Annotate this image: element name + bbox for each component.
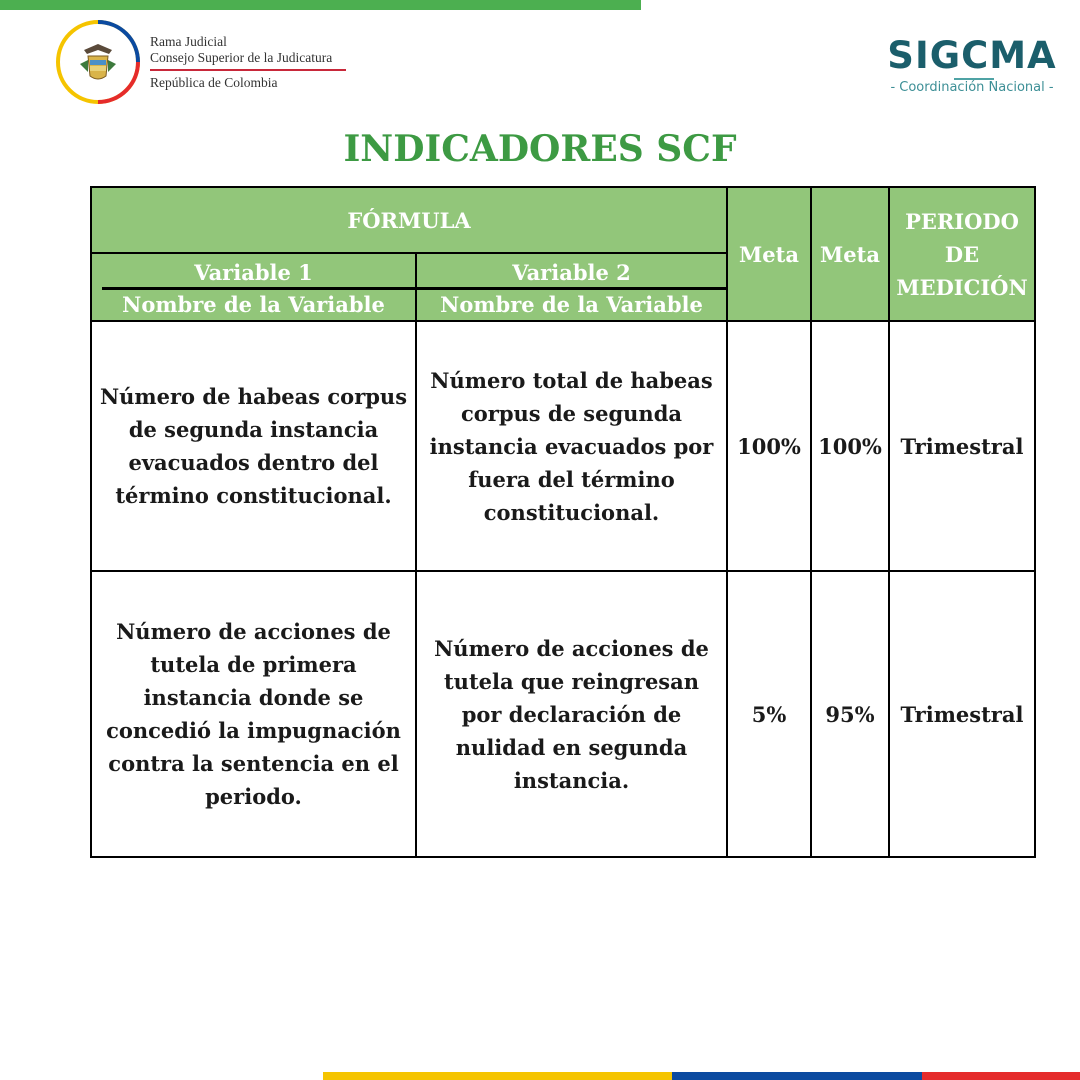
institution-divider xyxy=(150,69,346,71)
table-row xyxy=(91,321,1035,571)
row2-meta1: 5% xyxy=(727,571,811,857)
meta-header-1: Meta xyxy=(727,187,811,321)
period-header: PERIODO DE MEDICIÓN xyxy=(889,187,1035,321)
meta-header-2: Meta xyxy=(811,187,889,321)
variable2-header xyxy=(416,253,727,321)
indicators-table xyxy=(90,186,1036,858)
institution-line-3: República de Colombia xyxy=(150,74,278,90)
institution-text xyxy=(150,34,346,91)
row2-variable1: Número de acciones de tutela de primera instancia donde se concedió la impugnación contra la sentencia en el periodo. xyxy=(91,571,416,857)
table-row xyxy=(91,571,1035,857)
row1-meta2: 100% xyxy=(811,321,889,571)
colombia-seal-icon xyxy=(56,20,140,104)
sigcma-logo xyxy=(882,34,1062,95)
row2-variable2: Número de acciones de tutela que reingresan por declaración de nulidad en segunda instancia. xyxy=(416,571,727,857)
flag-bar-blue xyxy=(672,1072,922,1080)
row2-meta2: 95% xyxy=(811,571,889,857)
variable1-label: Variable 1 xyxy=(194,260,313,285)
formula-header: FÓRMULA xyxy=(91,187,727,253)
sigcma-subtitle: - Coordinación Nacional - xyxy=(890,80,1054,95)
sigcma-accent-line xyxy=(954,78,994,80)
variable2-label: Variable 2 xyxy=(512,260,631,285)
institution-line-1: Rama Judicial xyxy=(150,33,227,49)
sigcma-title: SIGCMA xyxy=(887,34,1057,77)
flag-bar-yellow xyxy=(323,1072,672,1080)
institution-header xyxy=(56,20,346,104)
row1-meta1: 100% xyxy=(727,321,811,571)
row1-variable1: Número de habeas corpus de segunda instancia evacuados dentro del término constitucional. xyxy=(91,321,416,571)
row1-period: Trimestral xyxy=(889,321,1035,571)
variable2-name-label: Nombre de la Variable xyxy=(440,292,703,317)
institution-line-2: Consejo Superior de la Judicatura xyxy=(150,49,333,65)
page-title: INDICADORES SCF xyxy=(343,128,737,170)
variable1-name-label: Nombre de la Variable xyxy=(122,292,385,317)
row2-period: Trimestral xyxy=(889,571,1035,857)
flag-bar-red xyxy=(922,1072,1080,1080)
top-accent-bar xyxy=(0,0,641,10)
variable1-header xyxy=(91,253,416,321)
row1-variable2: Número total de habeas corpus de segunda instancia evacuados por fuera del término constitucional. xyxy=(416,321,727,571)
